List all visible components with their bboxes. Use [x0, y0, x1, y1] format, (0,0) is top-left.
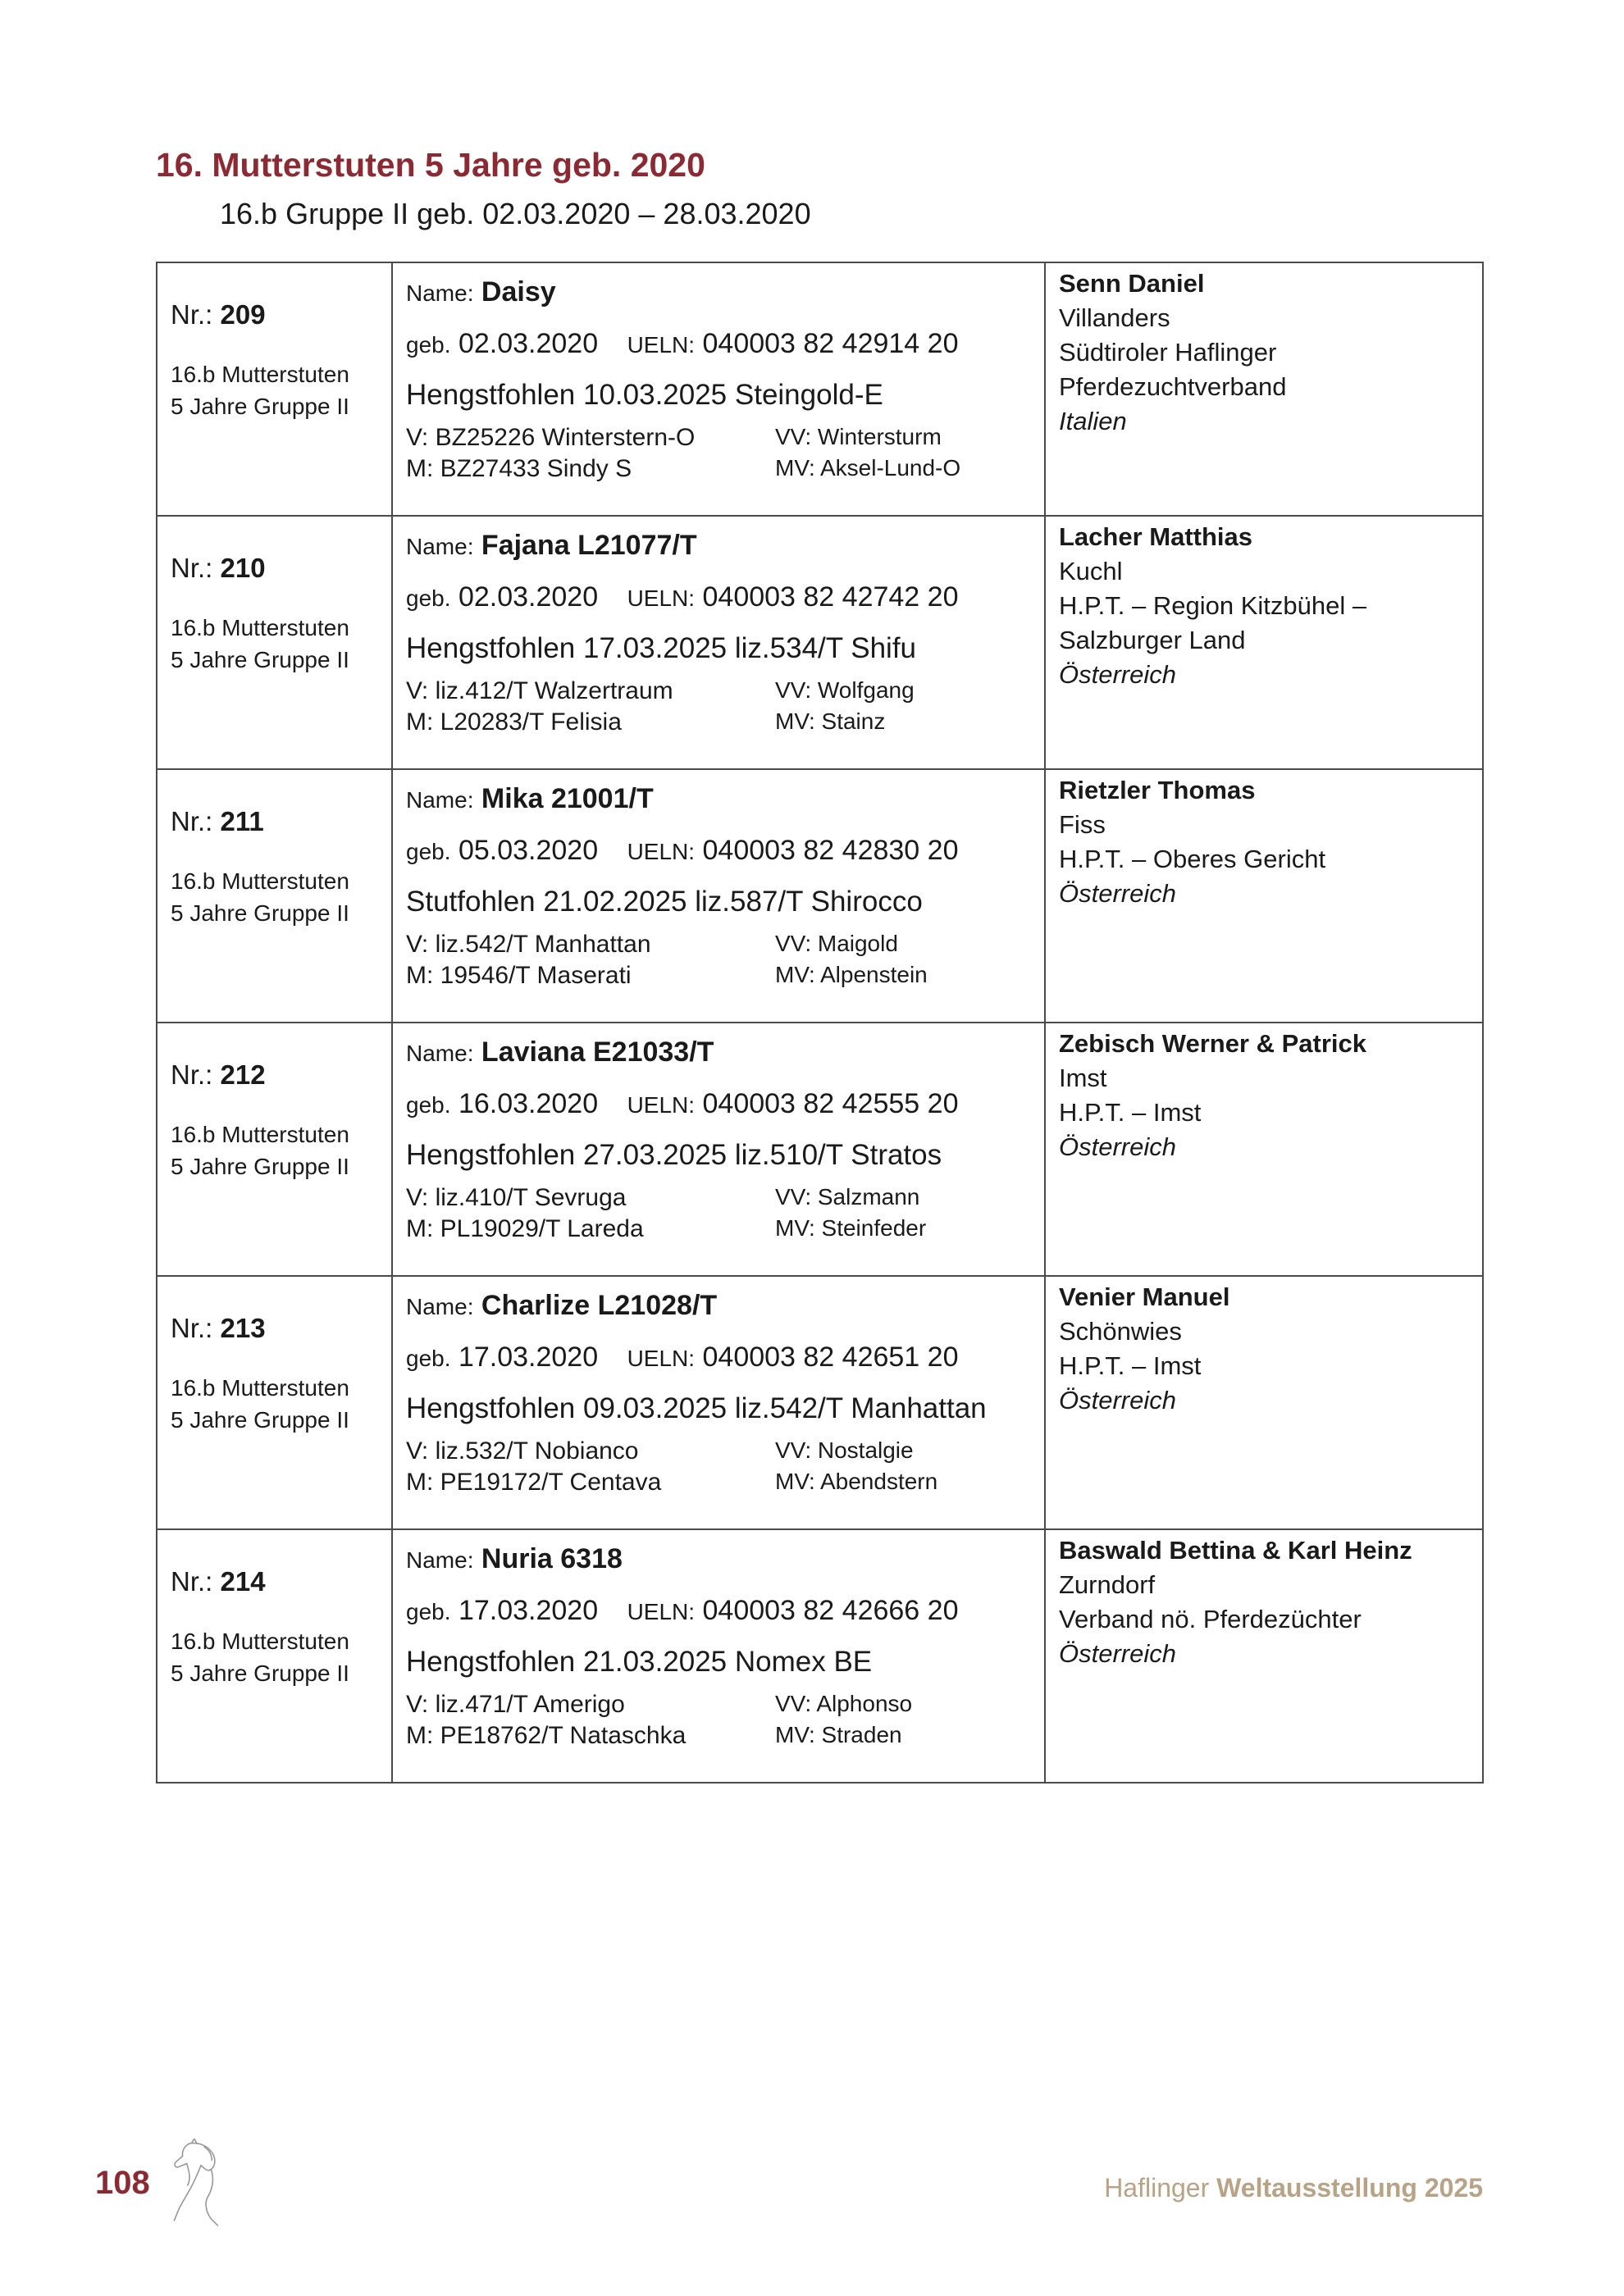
class-line-1: 16.b Mutterstuten — [171, 1122, 349, 1147]
owner-address-2: H.P.T. – Imst — [1059, 1351, 1202, 1380]
geb-label: geb. — [406, 1092, 451, 1118]
nr-label: Nr.: — [171, 553, 213, 583]
birth-ueln-line — [406, 578, 1033, 617]
birth-date: 02.03.2020 — [458, 328, 599, 359]
sire-of-sire: VV: Alphonso — [775, 1691, 913, 1716]
name-label: Name: — [406, 1041, 474, 1066]
horse-cell — [392, 516, 1045, 769]
nr-label: Nr.: — [171, 806, 213, 836]
sire-of-sire: VV: Wolfgang — [775, 677, 915, 703]
pedigree — [406, 424, 1033, 483]
entry-number — [171, 1566, 383, 1597]
class-line-2: 5 Jahre Gruppe II — [171, 1660, 349, 1686]
nr-value: 211 — [220, 806, 264, 836]
sire-of-dam: MV: Aksel-Lund-O — [775, 455, 961, 481]
nr-label: Nr.: — [171, 299, 213, 330]
birth-date: 17.03.2020 — [458, 1342, 599, 1373]
entry-number — [171, 1313, 383, 1344]
ueln-value: 040003 82 42666 20 — [702, 1595, 959, 1626]
owner-cell — [1045, 1276, 1483, 1529]
owner-address-1: Zurndorf — [1059, 1570, 1156, 1599]
dam: M: PE18762/T Nataschka — [406, 1722, 687, 1749]
nr-value: 212 — [220, 1059, 266, 1090]
horse-cell — [392, 1023, 1045, 1276]
nr-label: Nr.: — [171, 1313, 213, 1343]
table-row — [157, 1529, 1483, 1783]
owner-address-1: Schönwies — [1059, 1317, 1182, 1346]
birth-ueln-line — [406, 831, 1033, 871]
birth-date: 16.03.2020 — [458, 1088, 599, 1119]
owner-address-1: Imst — [1059, 1064, 1107, 1092]
sire-of-sire: VV: Nostalgie — [775, 1437, 914, 1463]
dam: M: PE19172/T Centava — [406, 1469, 662, 1496]
entry-number — [171, 806, 383, 837]
number-cell — [157, 769, 392, 1023]
number-cell — [157, 1023, 392, 1276]
foal-info: Hengstfohlen 21.03.2025 Nomex BE — [406, 1646, 873, 1678]
class-line-2: 5 Jahre Gruppe II — [171, 394, 349, 419]
sire-of-dam: MV: Abendstern — [775, 1469, 938, 1494]
class-line-2: 5 Jahre Gruppe II — [171, 1154, 349, 1179]
class-line-1: 16.b Mutterstuten — [171, 868, 349, 894]
dam: M: BZ27433 Sindy S — [406, 455, 632, 482]
name-label: Name: — [406, 1547, 474, 1573]
birth-date: 17.03.2020 — [458, 1595, 599, 1626]
brand-bold: Weltausstellung 2025 — [1216, 2173, 1483, 2203]
class-line-1: 16.b Mutterstuten — [171, 615, 349, 640]
group-title: 16.b Gruppe II geb. 02.03.2020 – 28.03.2020 — [220, 197, 811, 230]
horse-name-line — [406, 273, 1033, 312]
owner-country: Österreich — [1059, 1386, 1176, 1414]
table-row — [157, 769, 1483, 1023]
owner-cell — [1045, 769, 1483, 1023]
ueln-label: UELN: — [627, 1346, 696, 1371]
table-row — [157, 1023, 1483, 1276]
owner-address-3: Salzburger Land — [1059, 626, 1246, 654]
owner-cell — [1045, 1023, 1483, 1276]
horse-name-line — [406, 1287, 1033, 1326]
geb-label: geb. — [406, 839, 451, 864]
name-label: Name: — [406, 1294, 474, 1319]
foal-info: Hengstfohlen 09.03.2025 liz.542/T Manhattan — [406, 1392, 987, 1424]
pedigree — [406, 1691, 1033, 1750]
ueln-label: UELN: — [627, 1599, 696, 1624]
class-line-2: 5 Jahre Gruppe II — [171, 647, 349, 672]
owner-name: Zebisch Werner & Patrick — [1059, 1029, 1367, 1058]
owner-address-2: H.P.T. – Oberes Gericht — [1059, 845, 1326, 873]
sire: V: liz.410/T Sevruga — [406, 1184, 627, 1211]
owner-country: Österreich — [1059, 660, 1176, 689]
sire: V: liz.542/T Manhattan — [406, 931, 651, 958]
horse-cell — [392, 1276, 1045, 1529]
table-row — [157, 516, 1483, 769]
owner-address-1: Kuchl — [1059, 557, 1123, 585]
ueln-value: 040003 82 42651 20 — [702, 1342, 959, 1373]
sire: V: BZ25226 Winterstern-O — [406, 424, 696, 451]
owner-cell — [1045, 516, 1483, 769]
nr-value: 209 — [220, 299, 266, 330]
owner-name: Lacher Matthias — [1059, 522, 1253, 551]
owner-country: Österreich — [1059, 1639, 1176, 1668]
ueln-value: 040003 82 42830 20 — [702, 835, 959, 866]
birth-date: 05.03.2020 — [458, 835, 599, 866]
owner-country: Österreich — [1059, 879, 1176, 908]
class-line-2: 5 Jahre Gruppe II — [171, 1407, 349, 1433]
nr-value: 210 — [220, 553, 266, 583]
geb-label: geb. — [406, 1599, 451, 1624]
brand-light: Haflinger — [1104, 2173, 1210, 2203]
dam: M: L20283/T Felisia — [406, 708, 622, 736]
foal-info: Hengstfohlen 17.03.2025 liz.534/T Shifu — [406, 632, 917, 664]
horse-cell — [392, 262, 1045, 516]
page-number: 108 — [95, 2165, 150, 2201]
owner-address-2: Verband nö. Pferdezüchter — [1059, 1605, 1362, 1633]
horse-cell — [392, 1529, 1045, 1783]
entry-number — [171, 299, 383, 330]
horse-name: Charlize L21028/T — [481, 1290, 718, 1321]
owner-name: Senn Daniel — [1059, 269, 1205, 298]
geb-label: geb. — [406, 1346, 451, 1371]
nr-label: Nr.: — [171, 1566, 213, 1597]
owner-address-3: Pferdezuchtverband — [1059, 372, 1287, 401]
foal-info: Hengstfohlen 27.03.2025 liz.510/T Stratos — [406, 1139, 942, 1171]
horse-name: Laviana E21033/T — [481, 1036, 714, 1068]
number-cell — [157, 1529, 392, 1783]
name-label: Name: — [406, 280, 474, 306]
pedigree — [406, 677, 1033, 736]
number-cell — [157, 516, 392, 769]
class-line-2: 5 Jahre Gruppe II — [171, 900, 349, 926]
ueln-value: 040003 82 42555 20 — [702, 1088, 959, 1119]
horse-logo-icon — [164, 2139, 231, 2227]
owner-address-2: H.P.T. – Region Kitzbühel – — [1059, 591, 1367, 620]
foal-info: Hengstfohlen 10.03.2025 Steingold-E — [406, 379, 883, 411]
horse-name-line — [406, 780, 1033, 819]
horse-name: Fajana L21077/T — [481, 530, 697, 561]
sire-of-dam: MV: Steinfeder — [775, 1215, 927, 1241]
horse-name-line — [406, 1033, 1033, 1073]
ueln-label: UELN: — [627, 585, 696, 611]
horse-name-line — [406, 526, 1033, 566]
nr-value: 213 — [220, 1313, 266, 1343]
entry-number — [171, 1059, 383, 1091]
sire-of-dam: MV: Alpenstein — [775, 962, 928, 987]
sire-of-sire: VV: Maigold — [775, 931, 898, 956]
footer-brand — [1104, 2173, 1483, 2203]
class-line-1: 16.b Mutterstuten — [171, 1375, 349, 1401]
sire-of-sire: VV: Salzmann — [775, 1184, 920, 1210]
sire: V: liz.412/T Walzertraum — [406, 677, 673, 704]
sire-of-sire: VV: Wintersturm — [775, 424, 942, 449]
horse-name: Nuria 6318 — [481, 1543, 623, 1574]
birth-date: 02.03.2020 — [458, 581, 599, 613]
name-label: Name: — [406, 787, 474, 813]
horse-name-line — [406, 1540, 1033, 1579]
foal-info: Stutfohlen 21.02.2025 liz.587/T Shirocco — [406, 886, 923, 918]
ueln-label: UELN: — [627, 1092, 696, 1118]
ueln-value: 040003 82 42742 20 — [702, 581, 959, 613]
number-cell — [157, 1276, 392, 1529]
owner-cell — [1045, 262, 1483, 516]
owner-address-1: Fiss — [1059, 810, 1106, 839]
ueln-value: 040003 82 42914 20 — [702, 328, 959, 359]
owner-name: Rietzler Thomas — [1059, 776, 1256, 804]
owner-name: Venier Manuel — [1059, 1282, 1230, 1311]
dam: M: PL19029/T Lareda — [406, 1215, 644, 1242]
geb-label: geb. — [406, 585, 451, 611]
horse-name: Daisy — [481, 276, 556, 308]
entries-table — [156, 262, 1484, 1784]
nr-value: 214 — [220, 1566, 266, 1597]
ueln-label: UELN: — [627, 839, 696, 864]
class-line-1: 16.b Mutterstuten — [171, 1629, 349, 1654]
sire-of-dam: MV: Straden — [775, 1722, 902, 1747]
horse-name: Mika 21001/T — [481, 783, 654, 814]
dam: M: 19546/T Maserati — [406, 962, 632, 989]
pedigree — [406, 1184, 1033, 1243]
ueln-label: UELN: — [627, 332, 696, 358]
sire: V: liz.471/T Amerigo — [406, 1691, 625, 1718]
sire-of-dam: MV: Stainz — [775, 708, 886, 734]
table-row — [157, 1276, 1483, 1529]
owner-address-2: H.P.T. – Imst — [1059, 1098, 1202, 1127]
pedigree — [406, 931, 1033, 990]
pedigree — [406, 1437, 1033, 1496]
birth-ueln-line — [406, 1085, 1033, 1124]
nr-label: Nr.: — [171, 1059, 213, 1090]
number-cell — [157, 262, 392, 516]
owner-address-2: Südtiroler Haflinger — [1059, 338, 1277, 367]
sire: V: liz.532/T Nobianco — [406, 1437, 639, 1465]
name-label: Name: — [406, 534, 474, 559]
owner-country: Italien — [1059, 407, 1127, 435]
birth-ueln-line — [406, 325, 1033, 364]
owner-name: Baswald Bettina & Karl Heinz — [1059, 1536, 1412, 1565]
owner-country: Österreich — [1059, 1132, 1176, 1161]
horse-cell — [392, 769, 1045, 1023]
birth-ueln-line — [406, 1338, 1033, 1378]
entry-number — [171, 553, 383, 584]
owner-address-1: Villanders — [1059, 303, 1170, 332]
class-line-1: 16.b Mutterstuten — [171, 362, 349, 387]
table-row — [157, 262, 1483, 516]
geb-label: geb. — [406, 332, 451, 358]
section-title: 16. Mutterstuten 5 Jahre geb. 2020 — [156, 146, 705, 184]
birth-ueln-line — [406, 1592, 1033, 1631]
owner-cell — [1045, 1529, 1483, 1783]
